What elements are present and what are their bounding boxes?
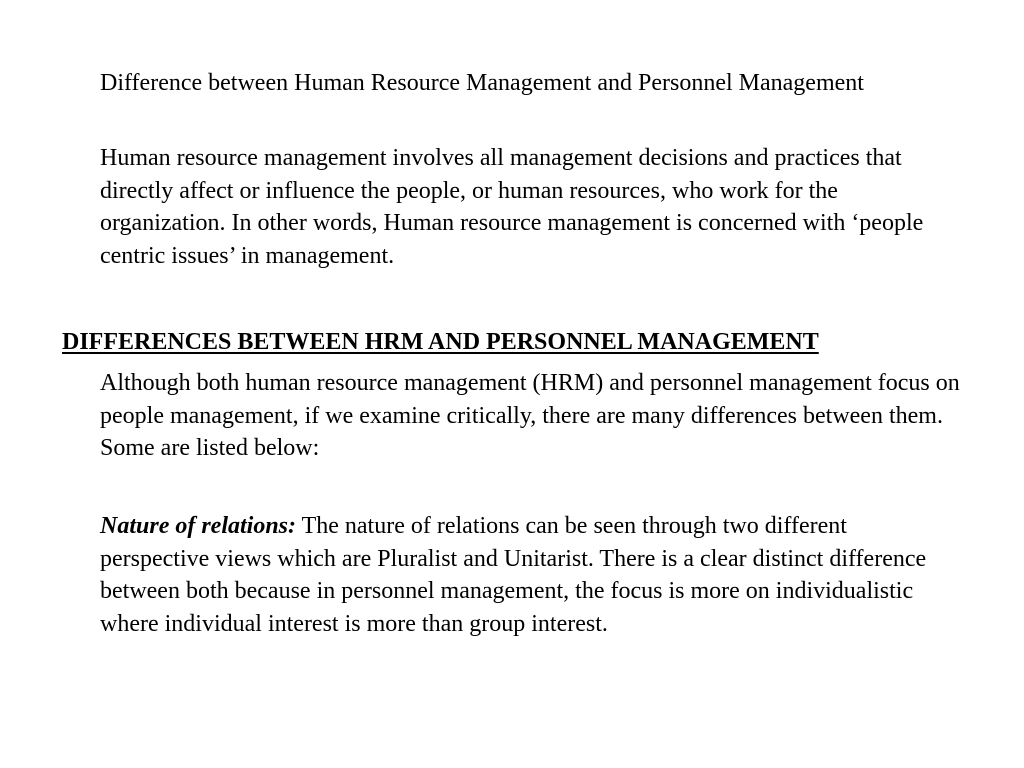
nature-of-relations-paragraph	[100, 510, 960, 640]
intro-paragraph: Human resource management involves all management decisions and practices that directly affect or influence the people, or human resources, who work for the organization. In other words, Human resource management is concerned with ‘people centric issues’ in management.	[100, 145, 924, 269]
nature-of-relations-text: The nature of relations can be seen through two different perspective views which are Pluralist and Unitarist. There is a clear distinct difference between both because in personnel management, the focus is more on individualistic where individual interest is more than group interest.	[100, 513, 927, 637]
overview-paragraph: Although both human resource management (HRM) and personnel management focus on people management, if we examine critically, there are many differences between them. Some are listed below:	[100, 370, 960, 461]
nature-of-relations-term: Nature of relations:	[100, 513, 297, 539]
section-heading: DIFFERENCES BETWEEN HRM AND PERSONNEL MANAGEMENT	[62, 329, 819, 355]
slide-title: Difference between Human Resource Management and Personnel Management	[100, 70, 864, 96]
